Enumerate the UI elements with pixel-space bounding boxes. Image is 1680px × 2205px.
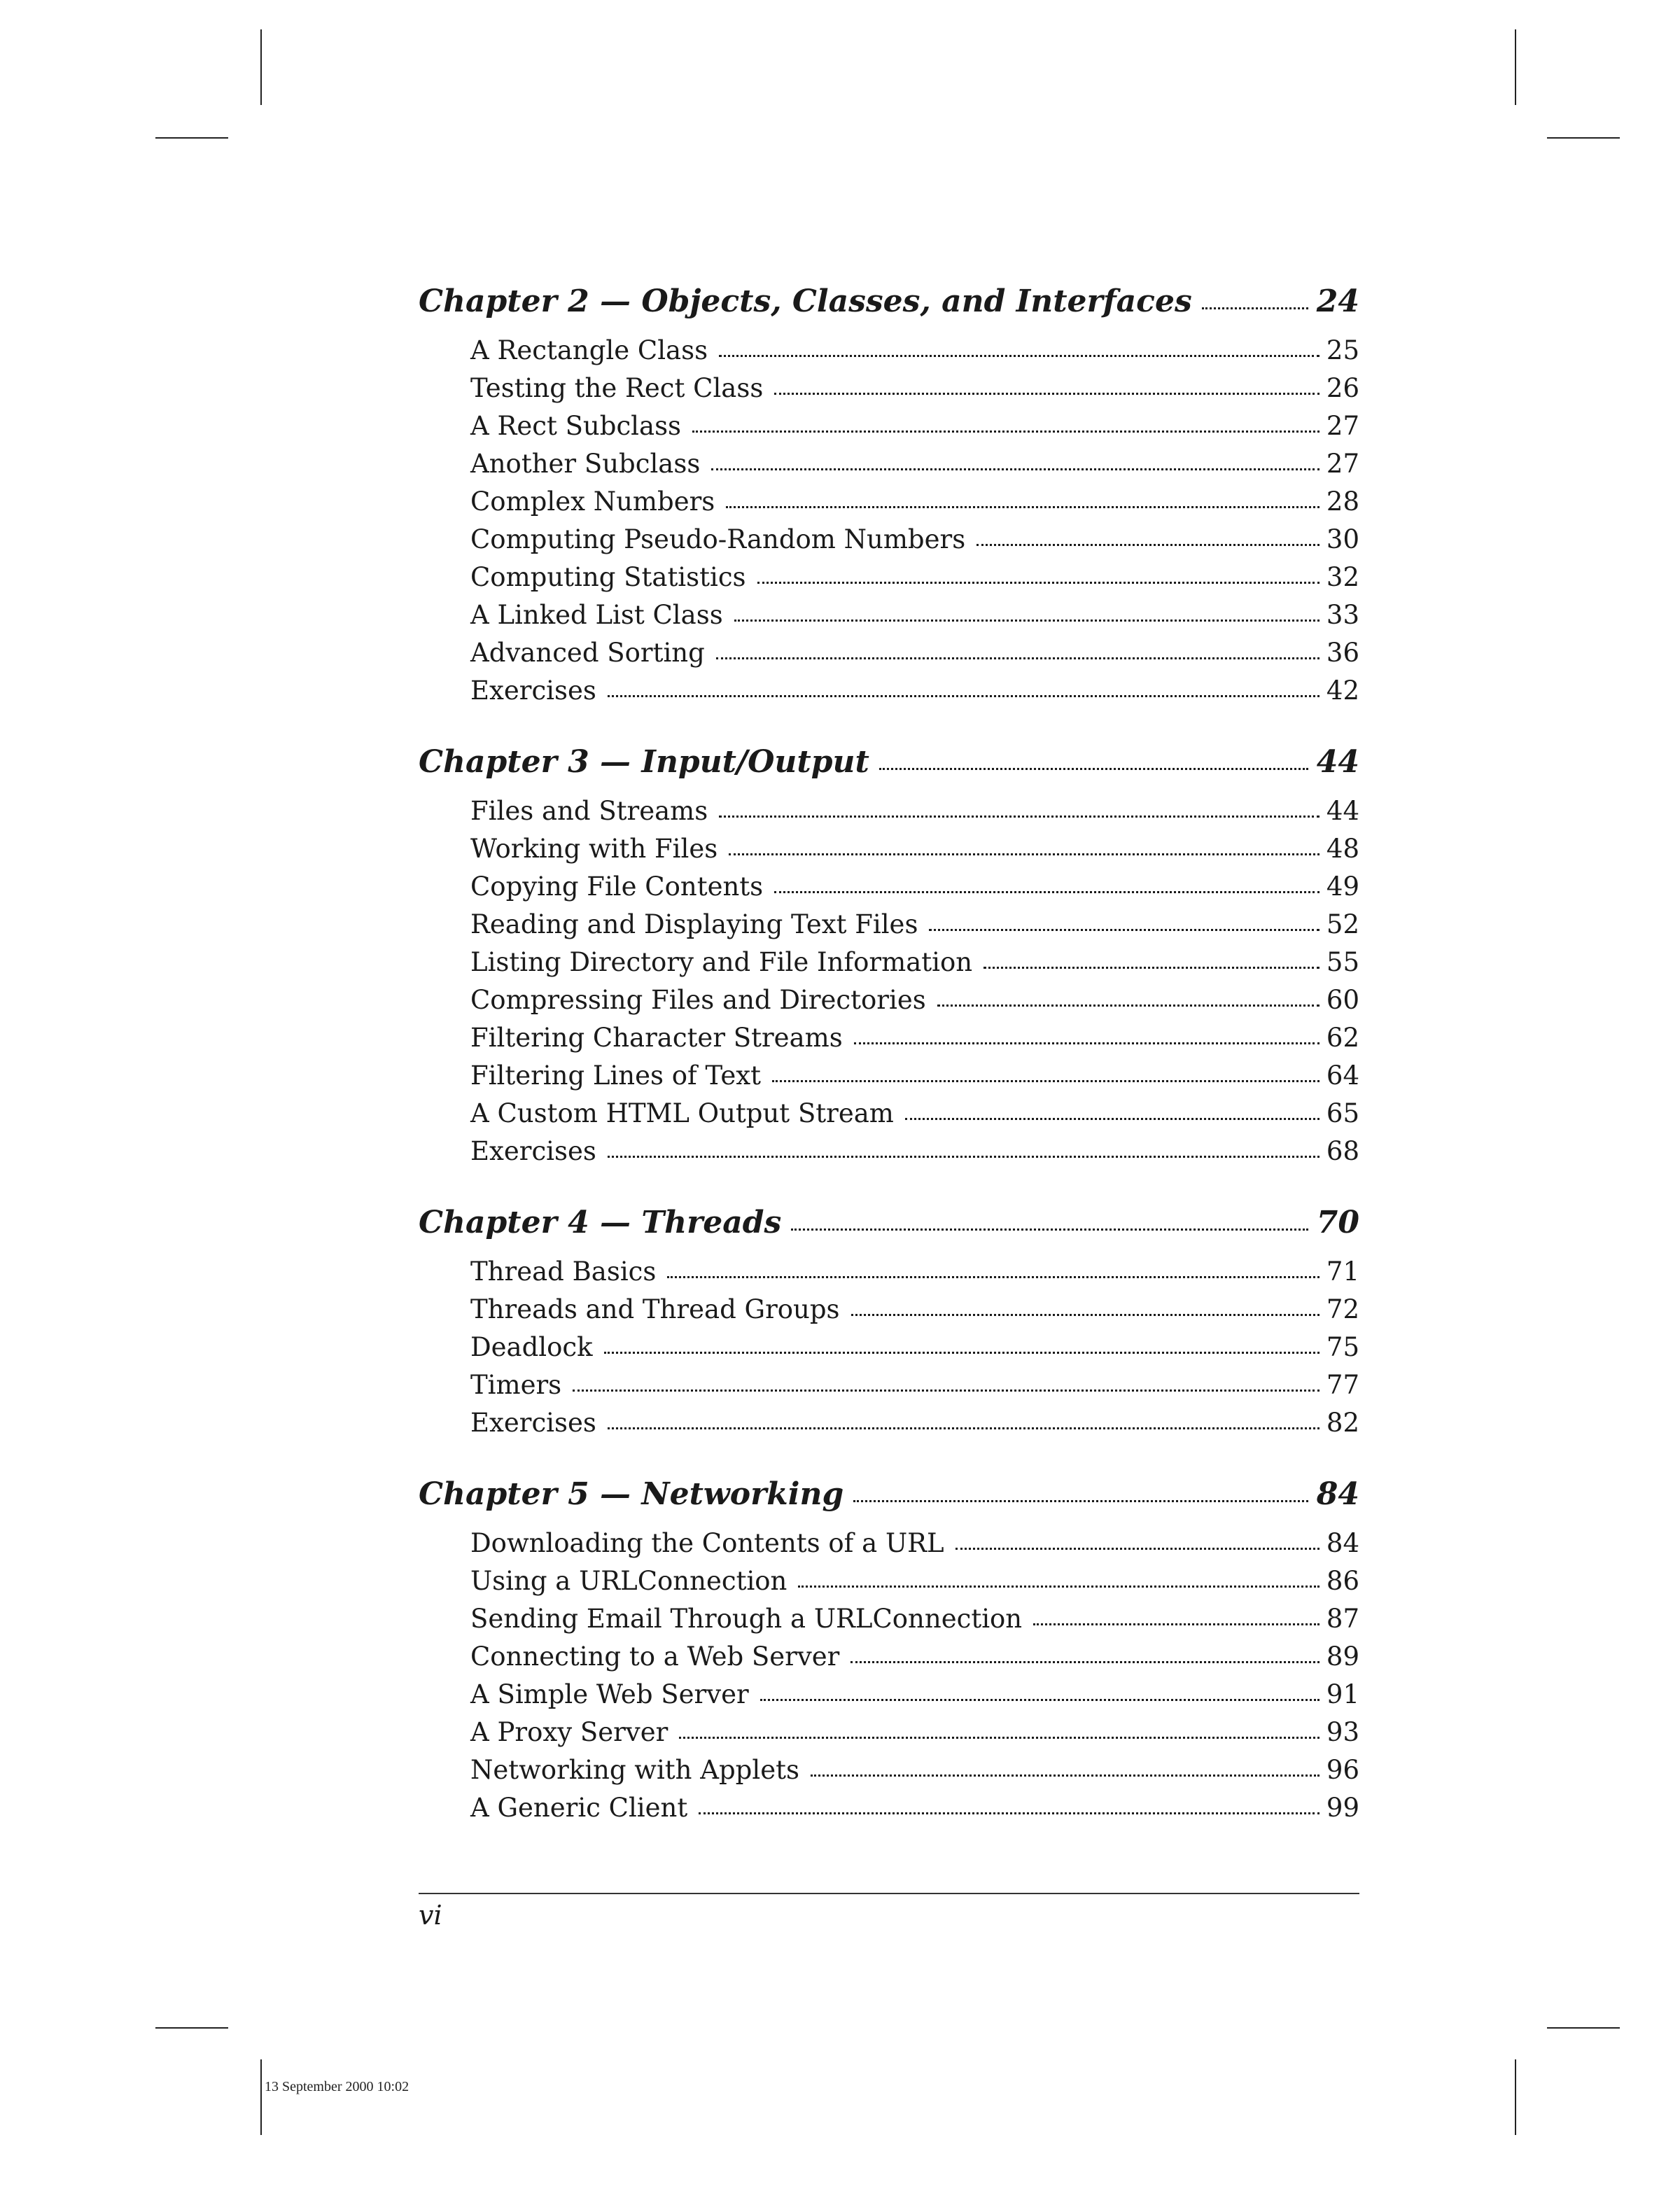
toc-entry[interactable] <box>419 1098 1359 1136</box>
toc-entry[interactable] <box>419 1023 1359 1060</box>
entry-title: A Generic Client <box>470 1793 688 1823</box>
entry-title: Exercises <box>470 1136 596 1166</box>
dot-leader <box>853 1499 1308 1502</box>
dot-leader <box>608 694 1320 697</box>
toc-entry[interactable] <box>419 676 1359 713</box>
entry-page-number: 44 <box>1326 796 1359 826</box>
entry-page-number: 52 <box>1326 909 1359 939</box>
entry-title: Downloading the Contents of a URL <box>470 1528 944 1558</box>
toc-entry[interactable] <box>419 373 1359 411</box>
entry-title: Sending Email Through a URLConnection <box>470 1604 1023 1634</box>
entry-title: Another Subclass <box>470 449 701 479</box>
dot-leader <box>851 1313 1320 1316</box>
dot-leader <box>798 1585 1320 1588</box>
dot-leader <box>667 1275 1320 1278</box>
entry-page-number: 30 <box>1326 524 1359 554</box>
dot-leader <box>719 354 1320 357</box>
dot-leader <box>716 657 1320 659</box>
entry-title: Networking with Applets <box>470 1755 799 1785</box>
toc-entry[interactable] <box>419 335 1359 373</box>
dot-leader <box>726 505 1320 508</box>
footer-rule <box>419 1893 1359 1894</box>
entry-page-number: 93 <box>1326 1717 1359 1747</box>
entry-title: Exercises <box>470 676 596 706</box>
chapter-title: Chapter 3 — Input/Output <box>419 744 869 780</box>
toc-entry[interactable] <box>419 1642 1359 1679</box>
entry-title: Using a URLConnection <box>470 1566 788 1596</box>
entry-title: A Rect Subclass <box>470 411 682 441</box>
crop-mark-top-right-horizontal <box>1547 137 1620 139</box>
toc-chapter <box>419 284 1359 713</box>
entry-page-number: 25 <box>1326 335 1359 365</box>
dot-leader <box>734 619 1320 622</box>
dot-leader <box>608 1155 1320 1158</box>
toc-entry[interactable] <box>419 486 1359 524</box>
entry-page-number: 48 <box>1326 834 1359 864</box>
chapter-page-number: 70 <box>1316 1205 1359 1240</box>
entry-title: Copying File Contents <box>470 872 764 902</box>
entry-title: Threads and Thread Groups <box>470 1294 840 1324</box>
entry-title: Deadlock <box>470 1332 593 1362</box>
toc-entry[interactable] <box>419 411 1359 449</box>
entry-title: Thread Basics <box>470 1256 657 1287</box>
dot-leader <box>854 1042 1320 1044</box>
dot-leader <box>1202 307 1308 309</box>
dot-leader <box>937 1004 1320 1007</box>
toc-entry[interactable] <box>419 947 1359 985</box>
dot-leader <box>757 581 1320 584</box>
dot-leader <box>811 1774 1320 1777</box>
entry-title: A Simple Web Server <box>470 1679 749 1709</box>
dot-leader <box>774 392 1320 395</box>
entry-title: Filtering Character Streams <box>470 1023 843 1053</box>
toc-entry[interactable] <box>419 1136 1359 1174</box>
toc-entry[interactable] <box>419 1370 1359 1408</box>
dot-leader <box>711 468 1320 470</box>
entry-page-number: 55 <box>1326 947 1359 977</box>
crop-mark-bottom-left-vertical <box>260 2059 262 2135</box>
entry-page-number: 87 <box>1326 1604 1359 1634</box>
entry-page-number: 28 <box>1326 486 1359 517</box>
entry-page-number: 72 <box>1326 1294 1359 1324</box>
entry-title: Exercises <box>470 1408 596 1438</box>
dot-leader <box>1033 1623 1320 1625</box>
toc-entry[interactable] <box>419 872 1359 909</box>
dot-leader <box>608 1427 1320 1429</box>
toc-entry[interactable] <box>419 600 1359 638</box>
toc-entry[interactable] <box>419 1060 1359 1098</box>
entry-page-number: 96 <box>1326 1755 1359 1785</box>
chapter-heading[interactable] <box>419 1205 1359 1252</box>
toc-entry[interactable] <box>419 834 1359 872</box>
entry-page-number: 49 <box>1326 872 1359 902</box>
dot-leader <box>905 1117 1320 1120</box>
entry-page-number: 65 <box>1326 1098 1359 1128</box>
toc-entry[interactable] <box>419 1566 1359 1604</box>
entry-title: Connecting to a Web Server <box>470 1642 840 1672</box>
dot-leader <box>699 1812 1320 1814</box>
toc-entry[interactable] <box>419 1528 1359 1566</box>
dot-leader <box>774 890 1320 893</box>
toc-chapter <box>419 1205 1359 1446</box>
entry-page-number: 64 <box>1326 1060 1359 1091</box>
entry-page-number: 36 <box>1326 638 1359 668</box>
toc-entry[interactable] <box>419 1408 1359 1446</box>
entry-title: Listing Directory and File Information <box>470 947 973 977</box>
crop-mark-bottom-right-vertical <box>1515 2059 1516 2135</box>
entry-page-number: 33 <box>1326 600 1359 630</box>
toc-entry[interactable] <box>419 1793 1359 1830</box>
toc-chapter <box>419 1476 1359 1830</box>
toc-entry[interactable] <box>419 1256 1359 1294</box>
entry-title: Files and Streams <box>470 796 708 826</box>
entry-page-number: 27 <box>1326 411 1359 441</box>
chapter-page-number: 84 <box>1316 1476 1359 1512</box>
dot-leader <box>976 543 1320 546</box>
dot-leader <box>719 815 1320 818</box>
entry-title: A Rectangle Class <box>470 335 708 365</box>
entry-title: Complex Numbers <box>470 486 715 517</box>
entry-page-number: 86 <box>1326 1566 1359 1596</box>
dot-leader <box>791 1228 1308 1231</box>
toc-entry[interactable] <box>419 449 1359 486</box>
entry-page-number: 62 <box>1326 1023 1359 1053</box>
toc-entry[interactable] <box>419 1755 1359 1793</box>
entry-page-number: 89 <box>1326 1642 1359 1672</box>
dot-leader <box>679 1736 1320 1739</box>
entry-page-number: 82 <box>1326 1408 1359 1438</box>
dot-leader <box>573 1389 1320 1392</box>
entry-page-number: 26 <box>1326 373 1359 403</box>
toc-chapter <box>419 744 1359 1174</box>
toc-entry[interactable] <box>419 638 1359 676</box>
table-of-contents <box>419 284 1359 1861</box>
chapter-heading[interactable] <box>419 744 1359 792</box>
entry-page-number: 42 <box>1326 676 1359 706</box>
entry-title: Working with Files <box>470 834 718 864</box>
dot-leader <box>929 928 1319 931</box>
entry-title: Computing Statistics <box>470 562 746 592</box>
entry-title: Compressing Files and Directories <box>470 985 926 1015</box>
entry-page-number: 77 <box>1326 1370 1359 1400</box>
entry-title: Filtering Lines of Text <box>470 1060 761 1091</box>
toc-entry[interactable] <box>419 1679 1359 1717</box>
crop-mark-top-right-vertical <box>1515 29 1516 105</box>
entry-title: Reading and Displaying Text Files <box>470 909 918 939</box>
toc-entry[interactable] <box>419 562 1359 600</box>
dot-leader <box>879 767 1308 770</box>
chapter-title: Chapter 4 — Threads <box>419 1205 782 1240</box>
entry-page-number: 60 <box>1326 985 1359 1015</box>
dot-leader <box>729 853 1320 855</box>
entry-title: Testing the Rect Class <box>470 373 764 403</box>
entry-page-number: 32 <box>1326 562 1359 592</box>
dot-leader <box>850 1660 1320 1663</box>
toc-entry[interactable] <box>419 909 1359 947</box>
toc-entry[interactable] <box>419 524 1359 562</box>
crop-mark-bottom-left-horizontal <box>155 2027 228 2029</box>
toc-entry[interactable] <box>419 796 1359 834</box>
crop-mark-top-left-horizontal <box>155 137 228 139</box>
entry-title: A Linked List Class <box>470 600 723 630</box>
entry-title: Advanced Sorting <box>470 638 705 668</box>
entry-page-number: 75 <box>1326 1332 1359 1362</box>
page-folio: vi <box>419 1900 442 1931</box>
entry-page-number: 71 <box>1326 1256 1359 1287</box>
dot-leader <box>692 430 1320 433</box>
toc-entry[interactable] <box>419 1294 1359 1332</box>
dot-leader <box>604 1351 1320 1354</box>
crop-mark-bottom-right-horizontal <box>1547 2027 1620 2029</box>
toc-entry[interactable] <box>419 1332 1359 1370</box>
toc-entry[interactable] <box>419 985 1359 1023</box>
crop-mark-top-left-vertical <box>260 29 262 105</box>
entry-page-number: 99 <box>1326 1793 1359 1823</box>
dot-leader <box>760 1698 1320 1701</box>
entry-title: Timers <box>470 1370 562 1400</box>
chapter-heading[interactable] <box>419 1476 1359 1524</box>
entry-page-number: 91 <box>1326 1679 1359 1709</box>
chapter-heading[interactable] <box>419 284 1359 331</box>
dot-leader <box>772 1079 1320 1082</box>
chapter-title: Chapter 5 — Networking <box>419 1476 844 1512</box>
toc-entry[interactable] <box>419 1604 1359 1642</box>
entry-title: Computing Pseudo-Random Numbers <box>470 524 966 554</box>
toc-entry[interactable] <box>419 1717 1359 1755</box>
dot-leader <box>983 966 1320 969</box>
entry-page-number: 68 <box>1326 1136 1359 1166</box>
entry-title: A Proxy Server <box>470 1717 668 1747</box>
entry-title: A Custom HTML Output Stream <box>470 1098 894 1128</box>
print-timestamp: 13 September 2000 10:02 <box>265 2079 410 2094</box>
dot-leader <box>955 1547 1320 1550</box>
entry-page-number: 27 <box>1326 449 1359 479</box>
chapter-page-number: 24 <box>1316 284 1359 319</box>
chapter-page-number: 44 <box>1316 744 1359 780</box>
chapter-title: Chapter 2 — Objects, Classes, and Interfaces <box>419 284 1192 319</box>
entry-page-number: 84 <box>1326 1528 1359 1558</box>
